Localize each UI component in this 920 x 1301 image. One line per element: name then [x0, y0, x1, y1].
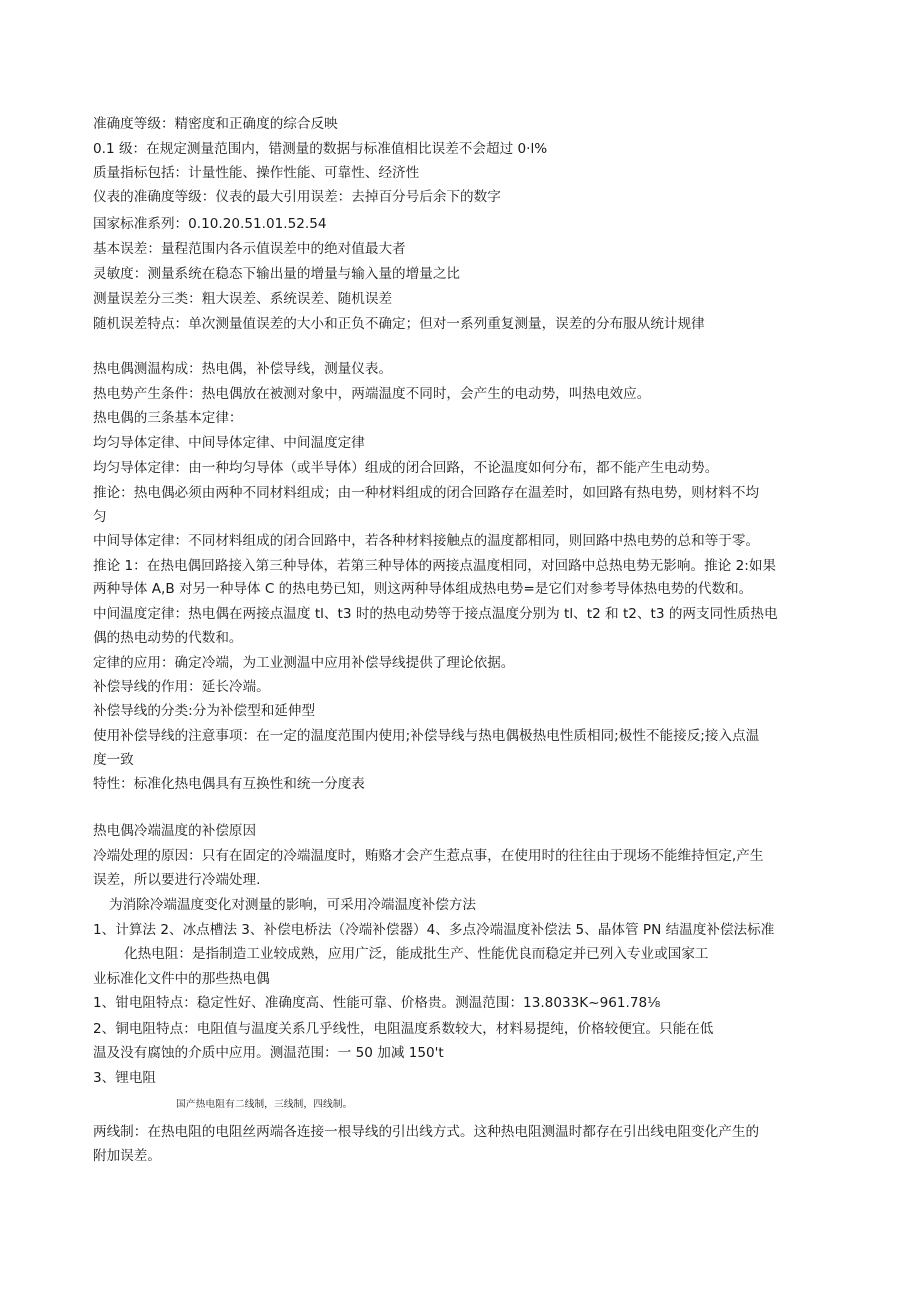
text-line: 国家标准系列：0.10.20.51.01.52.54 — [93, 216, 327, 232]
text-line: 基本误差：量程范围内各示值误差中的绝对值最大者 — [93, 241, 406, 257]
text-line: 匀 — [93, 509, 107, 525]
text-line: 冷端处理的原因：只有在固定的冷端温度时，贿赂才会产生惹点事，在使用时的往往由于现场不能维持恒定,产生 — [93, 848, 764, 864]
text-line: 定律的应用：确定冷端，为工业测温中应用补偿导线提供了理论依据。 — [93, 655, 515, 671]
text-line: 补偿导线的作用：延长冷端。 — [93, 679, 270, 695]
text-line: 1、计算法 2、冰点槽法 3、补偿电桥法（冷端补偿器）4、多点冷端温度补偿法 5、晶体管 PN 结温度补偿法标准 — [93, 922, 775, 938]
text-line: 2、铜电阻特点：电阻值与温度关系几乎线性，电阻温度系数较大，材料易提纯，价格较便宜。只能在低 — [93, 1021, 714, 1037]
text-line: 度一致 — [93, 752, 134, 768]
text-line: 测量误差分三类：粗大误差、系统误差、随机误差 — [93, 291, 393, 307]
text-line: 偶的热电动势的代数和。 — [93, 630, 243, 646]
text-line: 热电势产生条件：热电偶放在被测对象中，两端温度不同时，会产生的电动势，叫热电效应。 — [93, 386, 651, 402]
text-line: 均匀导体定律、中间导体定律、中间温度定律 — [93, 435, 365, 451]
text-line: 热电偶测温构成：热电偶，补偿导线，测量仪表。 — [93, 361, 393, 377]
text-line: 热电偶冷端温度的补偿原因 — [93, 823, 257, 839]
text-line: 1、钳电阻特点：稳定性好、准确度高、性能可靠、价格贵。测温范围：13.8033K~961.78⅛ — [93, 995, 661, 1011]
text-line: 仪表的准确度等级：仪表的最大引用误差：去掉百分号后余下的数字 — [93, 189, 501, 205]
text-line: 中间温度定律：热电偶在两接点温度 tl、t3 时的热电动势等于接点温度分别为 tl、t2 和 t2、t3 的两支同性质热电 — [93, 606, 778, 622]
text-line: 推论 1：在热电偶回路接入第三种导体，若第三种导体的两接点温度相同，对回路中总热电势无影响。推论 2:如果 — [93, 558, 777, 574]
text-line: 业标准化文件中的那些热电偶 — [93, 971, 270, 987]
text-line: 误差，所以要进行冷端处理. — [93, 872, 261, 888]
text-line: 两线制：在热电阻的电阻丝两端各连接一根导线的引出线方式。这种热电阻测温时都存在引出线电阻变化产生的 — [93, 1124, 760, 1140]
text-line: 随机误差特点：单次测量值误差的大小和正负不确定；但对一系列重复测量，误差的分布服从统计规律 — [93, 316, 705, 332]
text-line: 特性：标准化热电偶具有互换性和统一分度表 — [93, 776, 365, 792]
text-line: 推论：热电偶必须由两种不同材料组成；由一种材料组成的闭合回路存在温差时，如回路有热电势，则材料不均 — [93, 485, 760, 501]
text-line: 两种导体 A,B 对另一种导体 C 的热电势已知，则这两种导体组成热电势=是它们对参考导体热电势的代数和。 — [93, 581, 753, 597]
text-line: 灵敏度：测量系统在稳态下输出量的增量与输入量的增量之比 — [93, 266, 461, 282]
text-line: 均匀导体定律：由一种均匀导体（或半导体）组成的闭合回路，不论温度如何分布，都不能产生电动势。 — [93, 460, 719, 476]
text-line: 准确度等级：精密度和正确度的综合反映 — [93, 116, 338, 132]
text-line: 中间导体定律：不同材料组成的闭合回路中，若各种材料接触点的温度都相同，则回路中热电势的总和等于零。 — [93, 533, 760, 549]
text-line: 使用补偿导线的注意事项：在一定的温度范围内使用;补偿导线与热电偶极热电性质相同;极性不能接反;接入点温 — [93, 728, 760, 744]
text-line: 3、锂电阻 — [93, 1070, 157, 1086]
text-line: 0.1 级：在规定测量范围内，错测量的数据与标准值相比误差不会超过 0·l% — [93, 141, 548, 157]
text-line: 国产热电阻有二线制，三线制，四线制。 — [176, 1099, 353, 1110]
text-line: 附加误差。 — [93, 1148, 161, 1164]
text-line: 为消除冷端温度变化对测量的影响，可采用冷端温度补偿方法 — [109, 897, 477, 913]
text-line: 质量指标包括：计量性能、操作性能、可靠性、经济性 — [93, 165, 420, 181]
text-line: 热电偶的三条基本定律： — [93, 410, 243, 426]
text-line: 化热电阻：是指制造工业较成熟，应用广泛，能成批生产、性能优良而稳定并已列入专业或国家工 — [124, 946, 709, 962]
text-line: 补偿导线的分类:分为补偿型和延伸型 — [93, 703, 316, 719]
text-line: 温及没有腐蚀的介质中应用。测温范围：一 50 加减 150't — [93, 1045, 444, 1061]
